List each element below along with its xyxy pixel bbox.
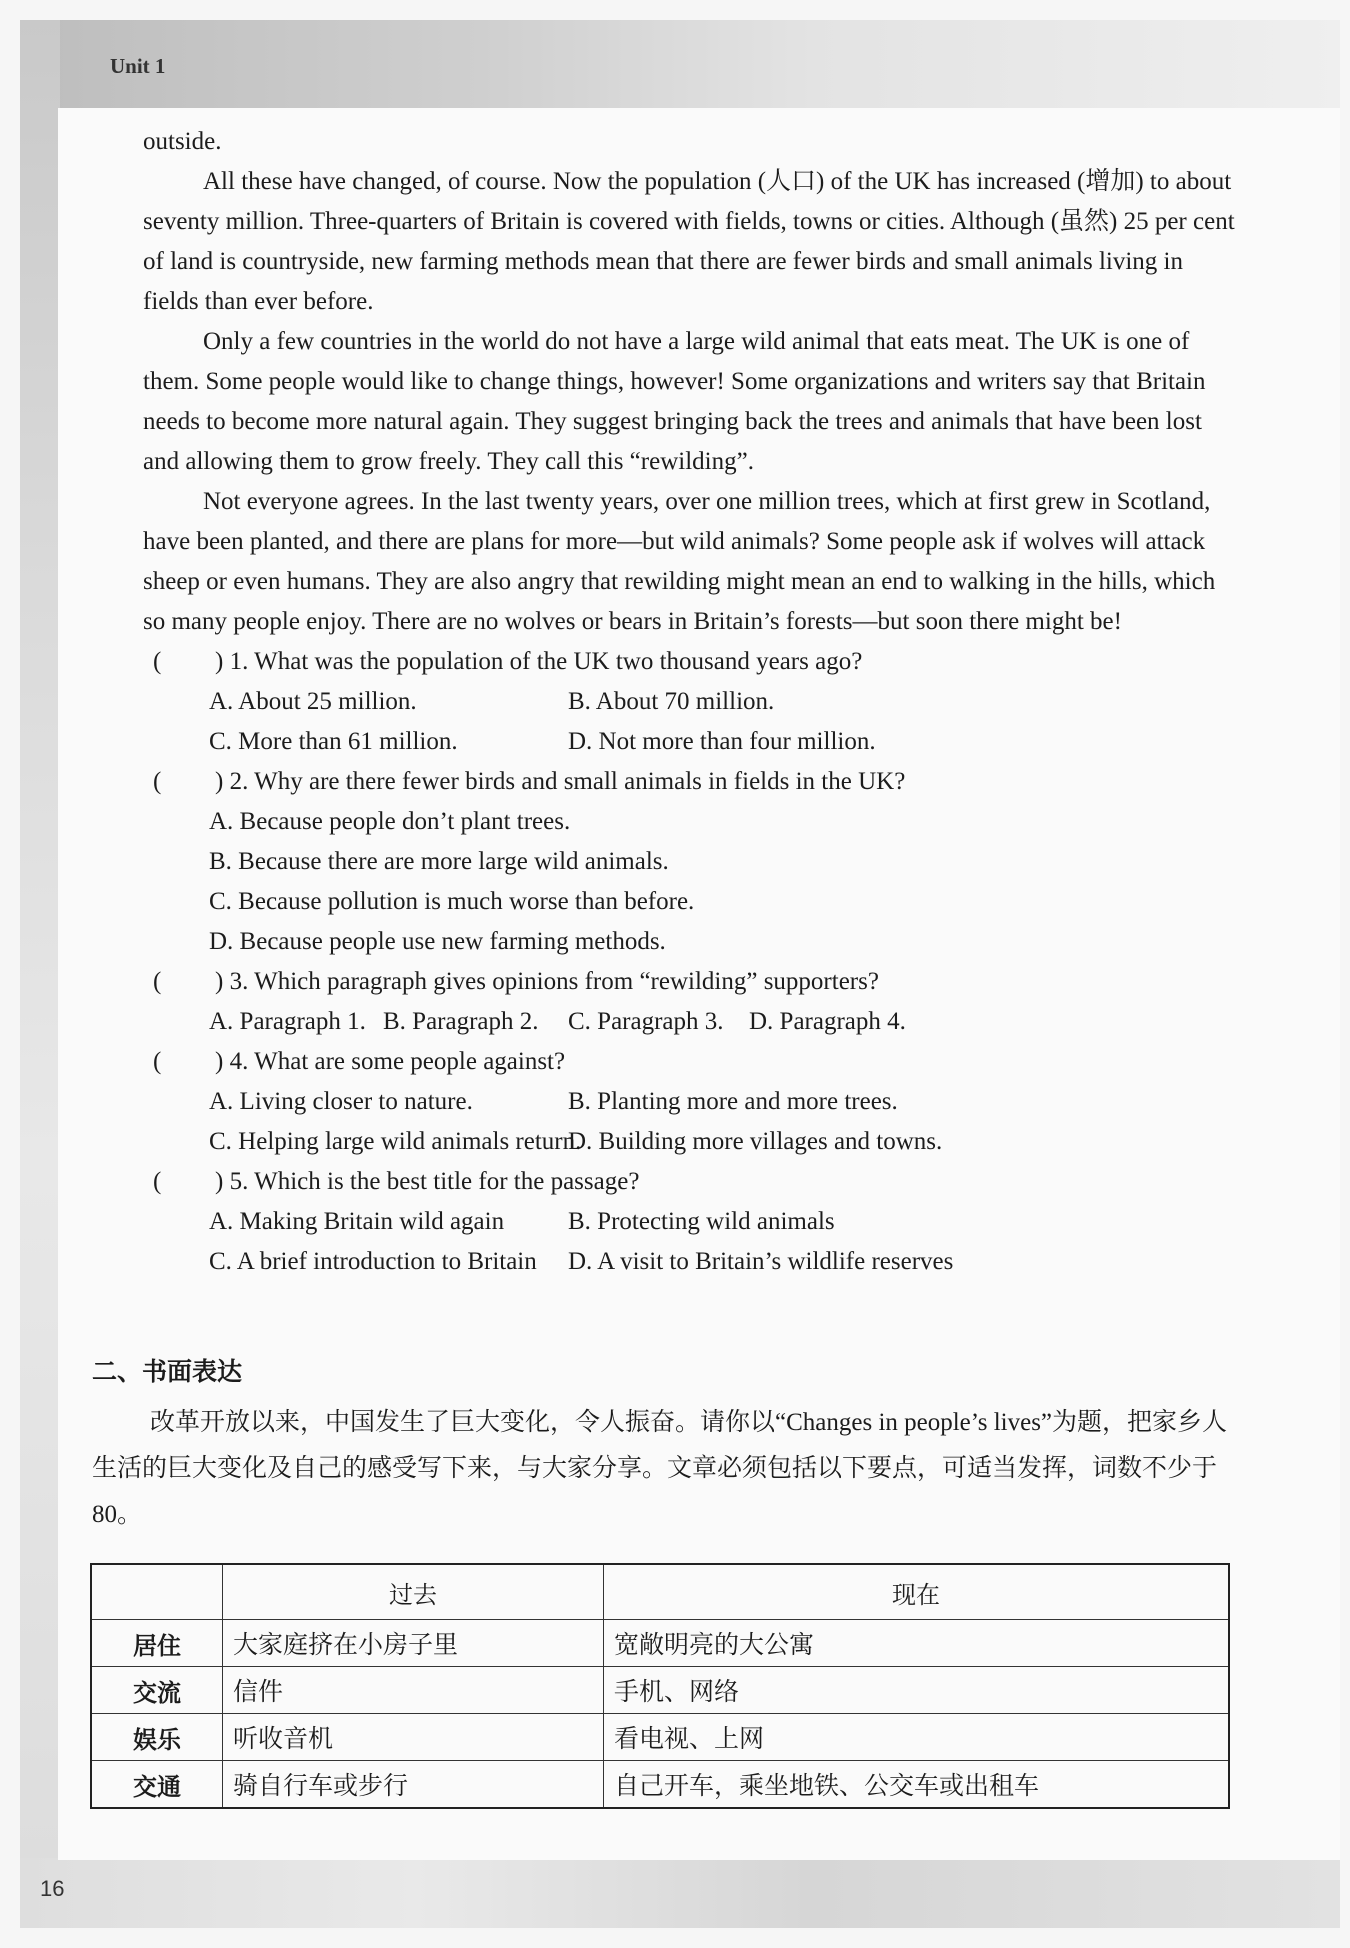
table-header-row — [91, 1564, 1229, 1620]
options-row — [143, 842, 1243, 882]
section-title: 二、书面表达 — [92, 1357, 243, 1386]
passage-paragraph: outside. — [143, 128, 222, 155]
table-cell: 大家庭挤在小房子里 — [223, 1620, 604, 1667]
option-c: C. Helping large wild animals return. — [209, 1128, 582, 1155]
option-d: D. Not more than four million. — [568, 728, 876, 755]
row-header: 交通 — [91, 1761, 223, 1809]
question-1 — [143, 642, 1243, 682]
reading-passage — [143, 122, 1243, 1282]
options-row — [143, 1002, 1243, 1042]
question-3 — [143, 962, 1243, 1002]
options-row — [143, 722, 1243, 762]
table-cell: 听收音机 — [223, 1714, 604, 1761]
question-text: ) 2. Why are there fewer birds and small animals in fields in the UK? — [215, 768, 906, 795]
table-cell: 宽敞明亮的大公寓 — [604, 1620, 1230, 1667]
question-5 — [143, 1162, 1243, 1202]
page-shadow-top — [20, 20, 1340, 110]
option-a: A. Because people don’t plant trees. — [209, 808, 571, 835]
table-row — [91, 1620, 1229, 1667]
options-row — [143, 1242, 1243, 1282]
option-d: D. A visit to Britain’s wildlife reserves — [568, 1248, 954, 1275]
options-row — [143, 802, 1243, 842]
passage-paragraph: Not everyone agrees. In the last twenty years, over one million trees, which at first grew in Scotland, have been planted, and there are plans for more—but wild animals? Some people ask if wolves will attack sheep or even humans. They are also angry that rewilding might mean an end to walking in the hills, which so many people enjoy. There are no wolves or bears in Britain’s forests—but soon there might be! — [143, 488, 1216, 635]
table-cell: 信件 — [223, 1667, 604, 1714]
table-cell: 看电视、上网 — [604, 1714, 1230, 1761]
option-c: C. Because pollution is much worse than before. — [209, 888, 695, 915]
options-row — [143, 1202, 1243, 1242]
table-cell: 自己开车，乘坐地铁、公交车或出租车 — [604, 1761, 1230, 1809]
question-text: ) 3. Which paragraph gives opinions from “rewilding” supporters? — [215, 968, 879, 995]
column-header-present: 现在 — [604, 1564, 1230, 1620]
option-d: D. Paragraph 4. — [749, 1008, 906, 1035]
option-a: A. Making Britain wild again — [209, 1208, 505, 1235]
table-cell: 骑自行车或步行 — [223, 1761, 604, 1809]
question-4 — [143, 1042, 1243, 1082]
option-a: A. About 25 million. — [209, 688, 417, 715]
question-text: ) 1. What was the population of the UK two thousand years ago? — [215, 648, 863, 675]
option-a: A. Paragraph 1. — [209, 1008, 366, 1035]
answer-blank[interactable]: ( — [153, 768, 162, 795]
option-a: A. Living closer to nature. — [209, 1088, 473, 1115]
writing-prompt — [92, 1400, 1242, 1538]
options-row — [143, 922, 1243, 962]
option-b: B. Protecting wild animals — [568, 1208, 835, 1235]
unit-label: Unit 1 — [110, 54, 166, 78]
page-number: 16 — [40, 1876, 65, 1901]
row-header: 娱乐 — [91, 1714, 223, 1761]
answer-blank[interactable]: ( — [153, 648, 162, 675]
option-b: B. Paragraph 2. — [383, 1008, 539, 1035]
answer-blank[interactable]: ( — [153, 968, 162, 995]
option-c: C. Paragraph 3. — [568, 1008, 724, 1035]
question-text: ) 5. Which is the best title for the passage? — [215, 1168, 640, 1195]
option-b: B. About 70 million. — [568, 688, 775, 715]
option-d: D. Because people use new farming methods. — [209, 928, 666, 955]
passage-paragraph: Only a few countries in the world do not have a large wild animal that eats meat. The UK is one of them. Some people would like to change things, however! Some organizations and writers say that Britain needs to become more natural again. They suggest bringing back the trees and animals that have been lost and allowing them to grow freely. They call this “rewilding”. — [143, 328, 1206, 475]
table-row — [91, 1667, 1229, 1714]
answer-blank[interactable]: ( — [153, 1048, 162, 1075]
table-row — [91, 1761, 1229, 1809]
options-row — [143, 1122, 1243, 1162]
row-header: 交流 — [91, 1667, 223, 1714]
row-header: 居住 — [91, 1620, 223, 1667]
option-b: B. Planting more and more trees. — [568, 1088, 898, 1115]
column-header-past: 过去 — [223, 1564, 604, 1620]
options-row — [143, 682, 1243, 722]
option-c: C. More than 61 million. — [209, 728, 458, 755]
writing-prompt-text: 改革开放以来，中国发生了巨大变化，令人振奋。请你以“Changes in people’s lives”为题，把家乡人生活的巨大变化及自己的感受写下来，与大家分享。文章必须包括以下要点，可适当发挥，词数不少于80。 — [92, 1409, 1228, 1528]
answer-blank[interactable]: ( — [153, 1168, 162, 1195]
key-points-table — [90, 1563, 1230, 1809]
page-shadow-left — [20, 20, 60, 1920]
option-d: D. Building more villages and towns. — [568, 1128, 943, 1155]
option-c: C. A brief introduction to Britain — [209, 1248, 537, 1275]
page-shadow-bottom — [20, 1858, 1340, 1928]
table-corner-cell — [91, 1564, 223, 1620]
table-cell: 手机、网络 — [604, 1667, 1230, 1714]
question-2 — [143, 762, 1243, 802]
options-row — [143, 1082, 1243, 1122]
passage-paragraph: All these have changed, of course. Now the population (人口) of the UK has increased (增加) to about seventy million. Three-quarters of Britain is covered with fields, towns or cities. Although (虽然) 25 per cent of land is countryside, new farming methods mean that there are fewer birds and small animals living in fields than ever before. — [143, 168, 1235, 315]
options-row — [143, 882, 1243, 922]
option-b: B. Because there are more large wild animals. — [209, 848, 669, 875]
table-row — [91, 1714, 1229, 1761]
question-text: ) 4. What are some people against? — [215, 1048, 566, 1075]
